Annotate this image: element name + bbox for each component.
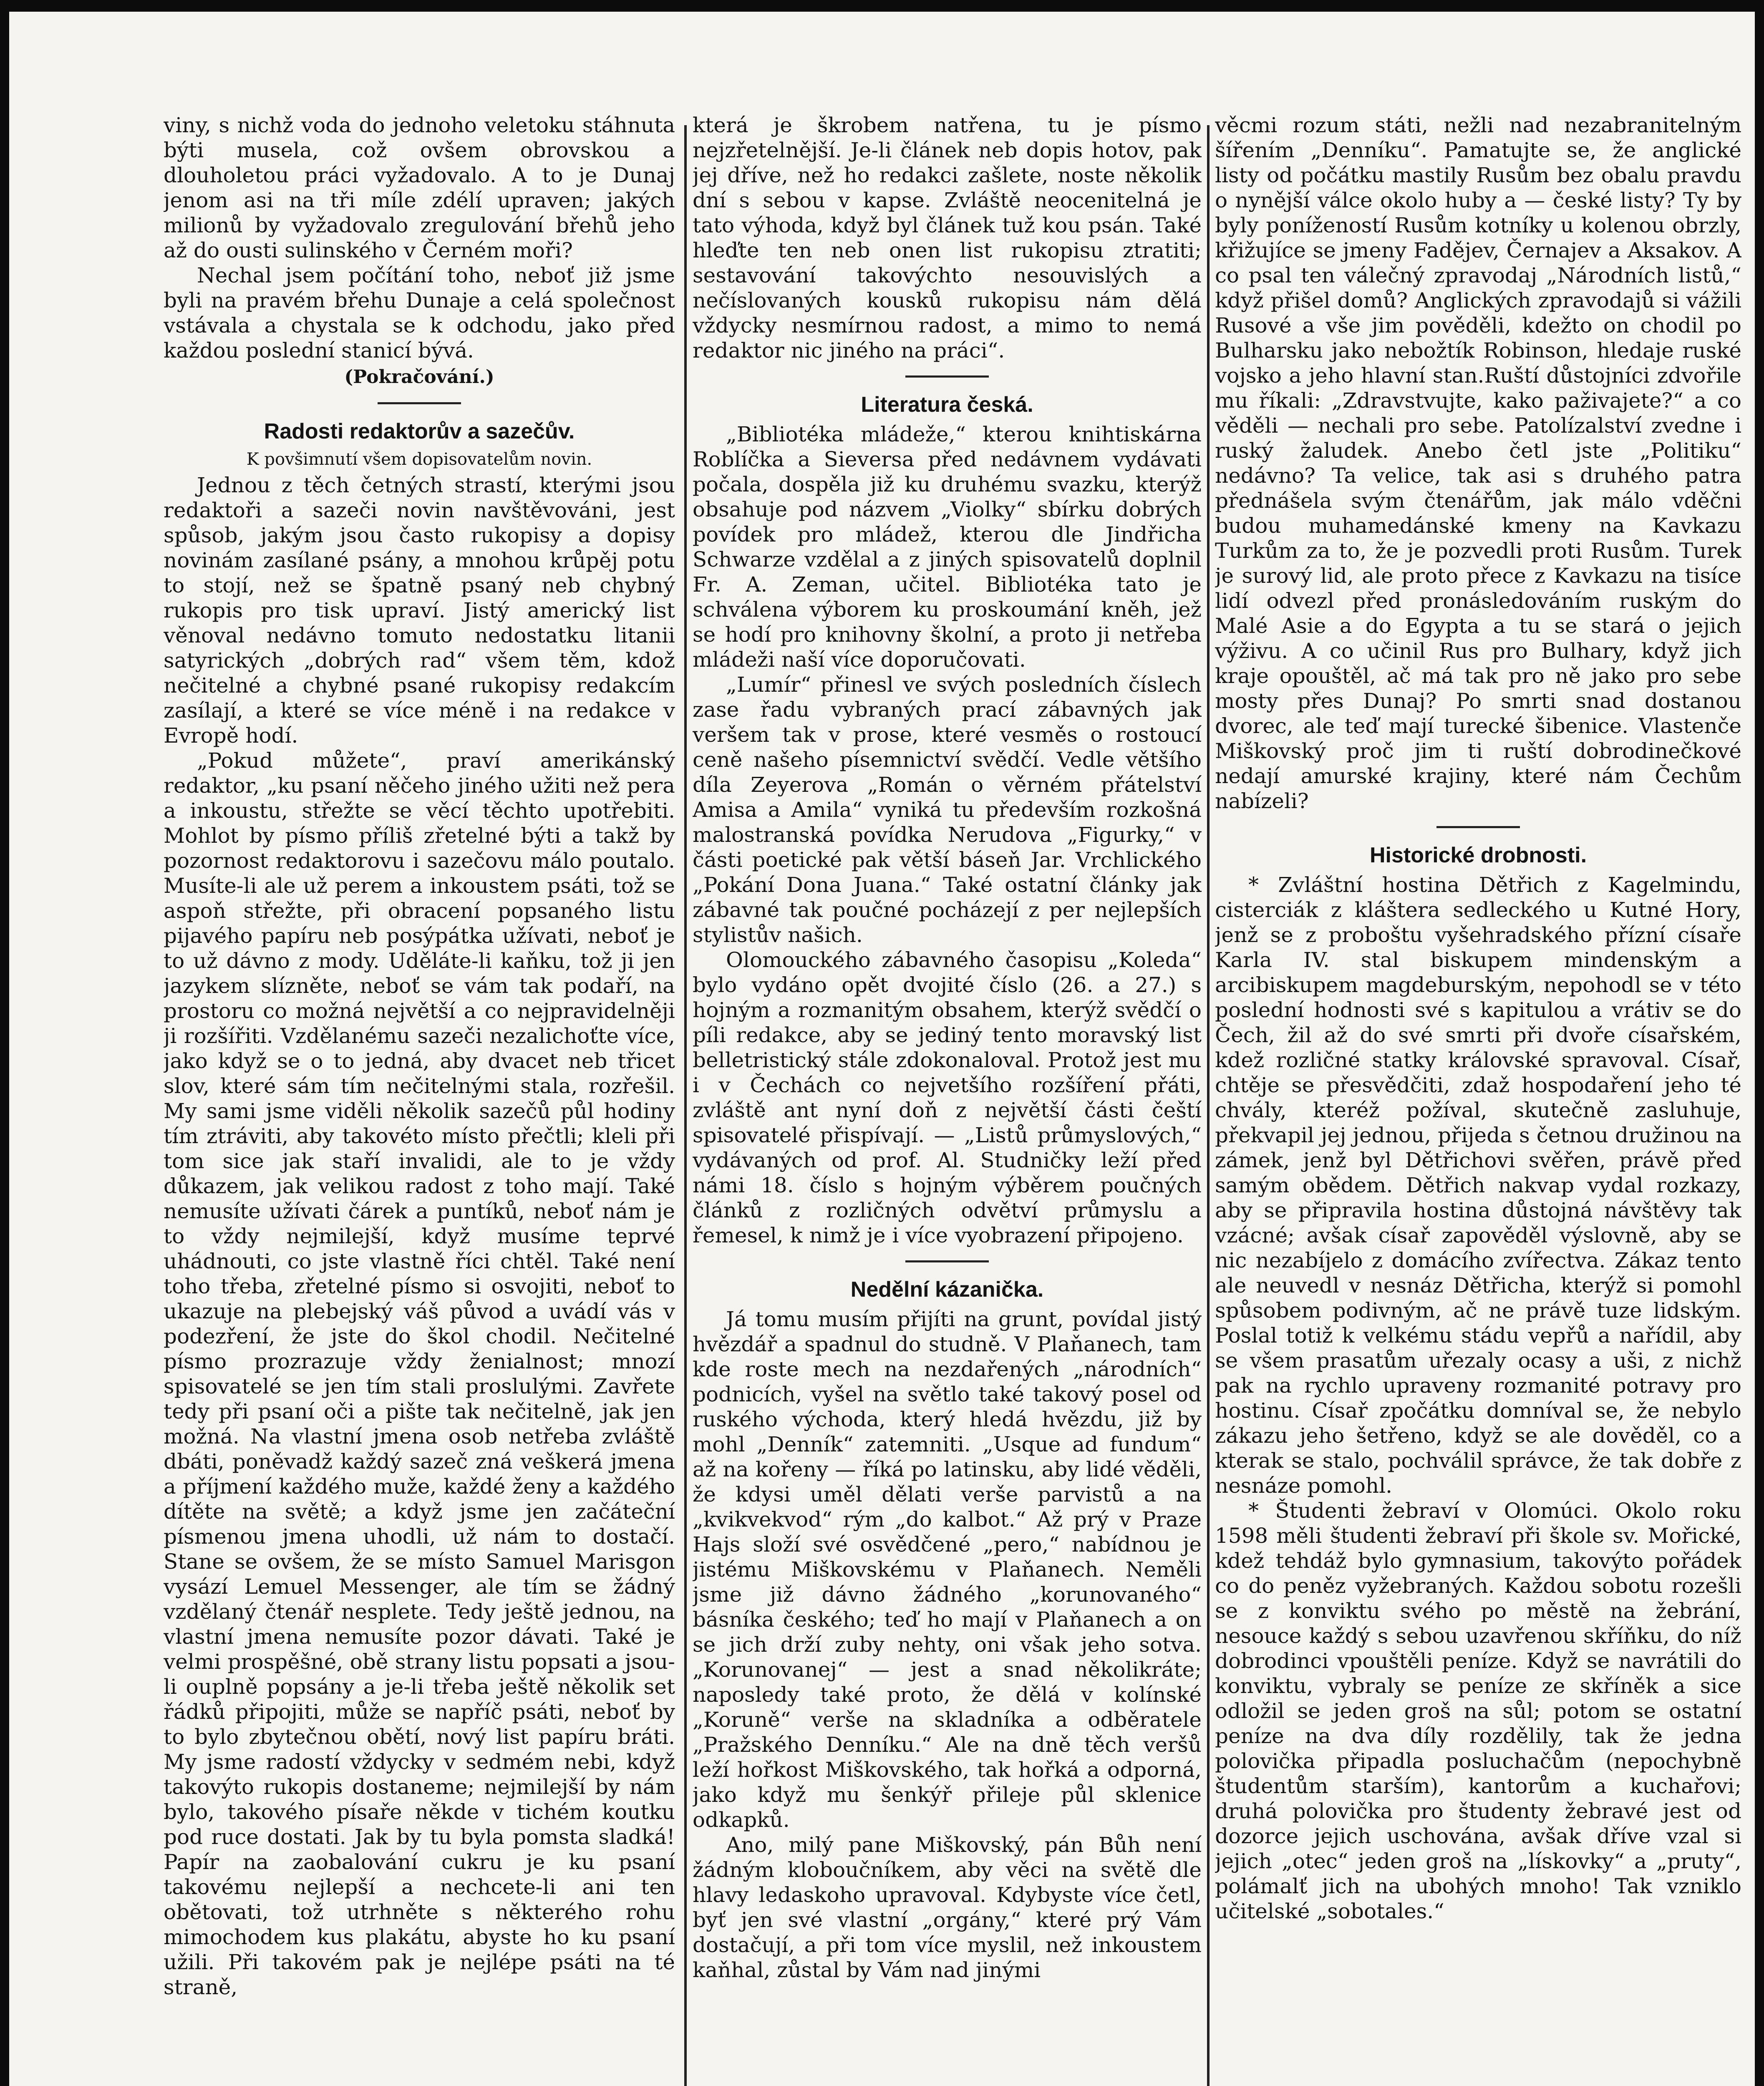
- scan-border-right: [1755, 0, 1764, 2086]
- column-3-paragraph-1: věcmi rozum státi, nežli nad nezabranitelným šířením „Denníku“. Pamatujte se, že anglické listy od počátku mastily Rusům bez obalu pravdu o nynější válce okolo huby a — české listy? Ty by byly ponížeností Rusům kotníky u kolenou obrzly, křižujíce se jmeny Fadějev, Černajev a Aksakov. A co psal ten válečný zpravodaj „Národních listů,“ když přišel domů? Anglických zpravodajů si vážili Rusové a vše jim pověděli, kdežto on chodil po Bulharsku jako nebožtík Robinson, hledaje ruské vojsko a jeho hlavní stan.Ruští důstojníci zdvořile mu říkali: „Zdravstvujte, kako paživajete?“ a co věděli — nechali pro sebe. Patolízalství zvedne i ruský žaludek. Anebo četl jste „Politiku“ nedávno? Ta velice, tak asi s druhého patra přednášela svým čtenářům, jak málo vděčni budou muhamedánské kmeny na Kavkazu Turkům za to, že je pozvedli proti Rusům. Turek je surový lid, ale proto přece z Kavkazu na tisíce lidí odvezl před pronásledováním ruským do Malé Asie a do Egypta a tu se stará o jejich výživu. A co učinil Rus pro Bulhary, když jich kraje opouštěl, ač má tak pro ně jako pro sebe mosty přes Dunaj? Po smrti snad dostanou dvorec, ale teď mají turecké šibenice. Vlastenče Miškovský proč jim ti ruští dobrodinečkové nedají amurské krajiny, které nám Čechům nabízeli?: [1215, 113, 1741, 813]
- separator: [905, 375, 989, 378]
- article-heading-radosti: Radosti redaktorův a sazečův.: [264, 419, 575, 443]
- separator: [1436, 826, 1520, 828]
- column-2-paragraph-2: „Bibliotéka mládeže,“ kterou knihtiskárna Roblíčka a Sieversa před nedávnem vydávati počala, dospěla již ku druhému svazku, kterýž obsahuje pod názvem „Violky“ sbírku dobrých povídek pro mládež, kterou dle Jindřicha Schwarze vzdělal a z jiných spisovatelů doplnil Fr. A. Zeman, učitel. Bibliotéka tato je schválena výborem ku proskoumání kněh, jež se hodí pro knihovny školní, a proto ji netřeba mládeži naší více doporučovati.: [693, 422, 1202, 672]
- separator: [378, 402, 461, 404]
- column-2-paragraph-6: Ano, milý pane Miškovský, pán Bůh není žádným kloboučníkem, aby věci na světě dle hlavy ledaskoho upravoval. Kdybyste více četl, byť jen své vlastní „orgány,“ které prý Vám dostačují, a při tom více myslil, než inkoustem kaňhal, zůstal by Vám nad jinými: [693, 1833, 1202, 1982]
- separator: [905, 1260, 989, 1262]
- article-heading-historicke: Historické drobnosti.: [1369, 843, 1587, 867]
- column-2-paragraph-4: Olomouckého zábavného časopisu „Koleda“ bylo vydáno opět dvojité číslo (26. a 27.) s hojným a rozmanitým obsahem, kterýž svědčí o píli redakce, aby se jediný tento moravský list belletristický stále zdokonaloval. Protož jest mu i v Čechách co nejvetšího rozšíření přáti, zvláště ant nyní doň z největší části čeští spisovatelé přispívají. — „Listů průmyslových,“ vydávaných od prof. Al. Studničky leží před námi 18. číslo s hojným výběrem poučných článků z rozličných odvětví průmyslu a řemesel, k nimž je i více vyobrazení připojeno.: [693, 948, 1202, 1247]
- scan-border-top: [0, 0, 1764, 12]
- column-2-paragraph-3: „Lumír“ přinesl ve svých posledních číslech zase řadu vybraných prací zábavných jak veršem tak v prose, které vesměs o rostoucí ceně našeho písemnictví svědčí. Vedle většího díla Zeyerova „Román o věrném přátelství Amisa a Amila“ vyniká tu především rozkošná malostranská povídka Nerudova „Figurky,“ v části poetické pak větší báseň Jar. Vrchlického „Pokání Dona Juana.“ Také ostatní články jak zábavné tak poučné pocházejí z per nejlepších stylistův našich.: [693, 673, 1202, 947]
- column-1-paragraph-2: Nechal jsem počítání toho, neboť již jsme byli na pravém břehu Dunaje a celá společnost vstávala a chystala se k odchodu, jako před každou poslední stanicí bývá.: [164, 263, 675, 363]
- column-1-paragraph-1: viny, s nichž voda do jednoho veletoku stáhnuta býti musela, což ovšem obrovskou a dlouholetou práci vyžadovalo. A to je Dunaj jenom asi na tři míle zdélí upraven; jakých milionů by vyžadovalo zregulování břehů jeho až do ousti sulinského v Černém moři?: [164, 113, 675, 262]
- column-3-paragraph-3: * Študenti žebraví v Olomúci. Okolo roku 1598 měli študenti žebraví při škole sv. Mořické, kdež tehdáž bylo gymnasium, takovýto pořádek co do peněz vyžebraných. Každou sobotu rozešli se z konviktu svého po městě na žebrání, nesouce každý s sebou uzavřenou skříňku, do níž dobrodinci vpouštěli peníze. Když se navrátili do konviktu, vybraly se peníze ze skříněk a sice odložil se jeden groš na sůl; potom se ostatní peníze na dva díly rozdělily, tak že jedna polovička připadla posluchačům (nepochybně študentům starším), kantorům a kuchařovi; druhá polovička pro študenty žebravé jest od dozorce jejich uschována, avšak dříve vzal si jejich „otec“ jeden groš na „lískovky“ a „pruty“, polámalť jich na ubohých mnoho! Tak vzniklo učitelské „sobotales.“: [1215, 1499, 1741, 1923]
- column-1-paragraph-3: Jednou z těch četných strastí, kterými jsou redaktoři a sazeči novin navštěvováni, jest spůsob, jakým jsou často rukopisy a dopisy novinám zasílané psány, a mnohou krůpěj potu to stojí, než se špatně psaný neb chybný rukopis pro tisk upraví. Jistý americký list věnoval nedávno tomuto nedostatku litanii satyrických „dobrých rad“ všem těm, kdož nečitelné a chybné psané rukopisy redakcím zasílají, a které se více méně i na redakce v Evropě hodí.: [164, 473, 675, 748]
- column-rule-1: [684, 125, 687, 2086]
- column-2: [693, 113, 1202, 2086]
- column-3-paragraph-2: * Zvláštní hostina Dětřich z Kagelmindu, cisterciák z kláštera sedleckého u Kutné Hory, jenž se z proboštu vyšehradského přízní císaře Karla IV. stal biskupem mindenským a arcibiskupem magdeburským, nepohodl se v této poslední hodnosti své s kapitulou a vrátiv se do Čech, žil až do své smrti při dvoře císařském, kdež rozličné statky královské spravoval. Císař, chtěje se přesvědčiti, zdaž hospodaření jeho té chvály, kteréž požíval, skutečně zasluhuje, překvapil jej jednou, přijeda s četnou družinou na zámek, jenž byl Dětřichovi svěřen, právě před samým obědem. Dětřich nakvap vydal rozkazy, aby se připravila hostina důstojná návštěvy tak vzácné; avšak císař zapověděl výslovně, aby se nic nezabíjelo z domácího zvířectva. Zákaz tento ale neuvedl v nesnáz Dětřicha, kterýž si pomohl spůsobem podivným, ač ne právě tuze lidským. Poslal totiž k velkému stádu vepřů a nařídil, aby se všem prasatům uřezaly ocasy a uši, z nichž pak na rychlo upraveny rozmanité potravy pro hostinu. Císař zpočátku domníval se, že nebylo zákazu jeho šetřeno, když se ale dověděl, co a kterak se stalo, pochválil správce, že tak dobře z nesnáze pomohl.: [1215, 873, 1741, 1498]
- scan-border-left: [0, 0, 9, 2086]
- column-rule-2: [1207, 125, 1210, 2086]
- article-heading-kazanicka: Nedělní kázanička.: [850, 1277, 1044, 1302]
- column-2-paragraph-5: Já tomu musím přijíti na grunt, povídal jistý hvězdář a spadnul do studně. V Plaňanech, tam kde roste mech na nezdařených „národních“ podnicích, vyšel na světlo také takový posel od ruského východa, který hledá hvězdu, již by mohl „Denník“ zatemniti. „Usque ad fundum“ až na kořeny — říká po latinsku, aby lidé věděli, že kdysi uměl dělati verše parvistů a na „kvikvekvod“ rým „do kalbot.“ Až prý v Praze Hajs složí své osvědčené „pero,“ nabídnou je jistému Miškovskému v Plaňanech. Neměli jsme již dávno žádného „korunovaného“ básníka českého; teď ho mají v Plaňanech a on se jich drží zuby nehty, oni však jeho sotva. „Korunovanej“ — jest a snad několikráte; naposledy také proto, že dělá v kolínské „Koruně“ verše na skladníka a odběratele „Pražského Denníku.“ Ale na dně těch veršů leží hořkost Miškovského, tak hořká a odporná, jako když mu šenkýř přileje půl sklenice odkapků.: [693, 1307, 1202, 1832]
- continuation-note: (Pokračování.): [344, 366, 494, 388]
- article-subheading: K povšimnutí všem dopisovatelům novin.: [246, 450, 592, 469]
- column-1-paragraph-4: „Pokud můžete“, praví amerikánský redaktor, „ku psaní něčeho jiného užiti než pera a inkoustu, střežte se věcí těchto upotřebiti. Mohlot by písmo příliš zřetelné býti a takž by pozornost redaktorovu i sazečovu málo poutalo. Musíte-li ale už perem a inkoustem psáti, tož se aspoň střežte, při obracení popsaného listu pijavého papíru neb posýpátka užívati, neboť je to už dávno z mody. Uděláte-li kaňku, tož ji jen jazykem slízněte, neboť se vám tak podaří, na prostoru co možná největší a co nejpravidelněji ji rozšířiti. Vzdělanému sazeči nezalichoťte více, jako když se o to jedná, aby dvacet neb třicet slov, které sám tím nečitelnými stala, rozřešil. My sami jsme viděli několik sazečů půl hodiny tím ztráviti, aby takovéto místo přečtli; kleli při tom sice jak staří invalidi, ale to je vždy důkazem, jak velikou radost z toho mají. Také nemusíte užívati čárek a puntíků, neboť nám je to vždy nejmilejší, když musíme teprvé uhádnouti, co jste vlastně říci chtěl. Také není toho třeba, zřetelné písmo si osvojiti, neboť to ukazuje na plebejský váš původ a uvádí vás v podezření, že jste do škol chodil. Nečitelné písmo prozrazuje vždy ženialnost; mnozí spisovatelé se jen tím stali proslulými. Zavřete tedy při psaní oči a pište tak nečitelně, jak jen možná. Na vlastní jmena osob netřeba zvláště dbáti, poněvadž každý sazeč zná veškerá jmena a příjmení každého muže, každé ženy a každého dítěte na světě; a když jsme jen začáteční písmenou jmena uhodli, už nám to dostačí. Stane se ovšem, že se místo Samuel Marisgon vysází Lemuel Messenger, ale tím se žádný vzdělaný čtenář nesplete. Tedy ještě jednou, na vlastní jmena nemusíte pozor dávati. Také je velmi prospěšné, obě strany listu popsati a jsou-li ouplně popsány a je-li třeba ještě několik set řádků připojiti, může se napříč psáti, neboť by to bylo zbytečnou obětí, nový list papíru bráti. My jsme radostí vždycky v sedmém nebi, když takovýto rukopis dostaneme; nejmilejší by nám bylo, takového písaře někde v tichém koutku pod ruce dostati. Jak by tu byla pomsta sladká! Papír na zaobalování cukru je ku psaní takovému nejlepší a nechcete-li ani ten obětovati, tož utrhněte s některého rohu mimochodem kus plakátu, abyste ho ku psaní užili. Při takovém pak je nejlépe psáti na té straně,: [164, 748, 675, 1999]
- article-heading-literatura: Literatura česká.: [861, 393, 1033, 417]
- column-3: [1215, 113, 1741, 2086]
- column-1: [164, 113, 675, 2086]
- column-2-paragraph-1: která je škrobem natřena, tu je písmo nejzřetelnější. Je-li článek neb dopis hotov, pak jej dříve, než ho redakci zašlete, noste několik dní s sebou v kapse. Zvláště neocenitelná je tato výhoda, když byl článek tuž kou psán. Také hleďte ten neb onen list rukopisu ztratiti; sestavování takovýchto nesouvislých a nečíslovaných kousků rukopisu nám dělá vždycky nesmírnou radost, a mimo to nemá redaktor nic jiného na práci“.: [693, 113, 1202, 363]
